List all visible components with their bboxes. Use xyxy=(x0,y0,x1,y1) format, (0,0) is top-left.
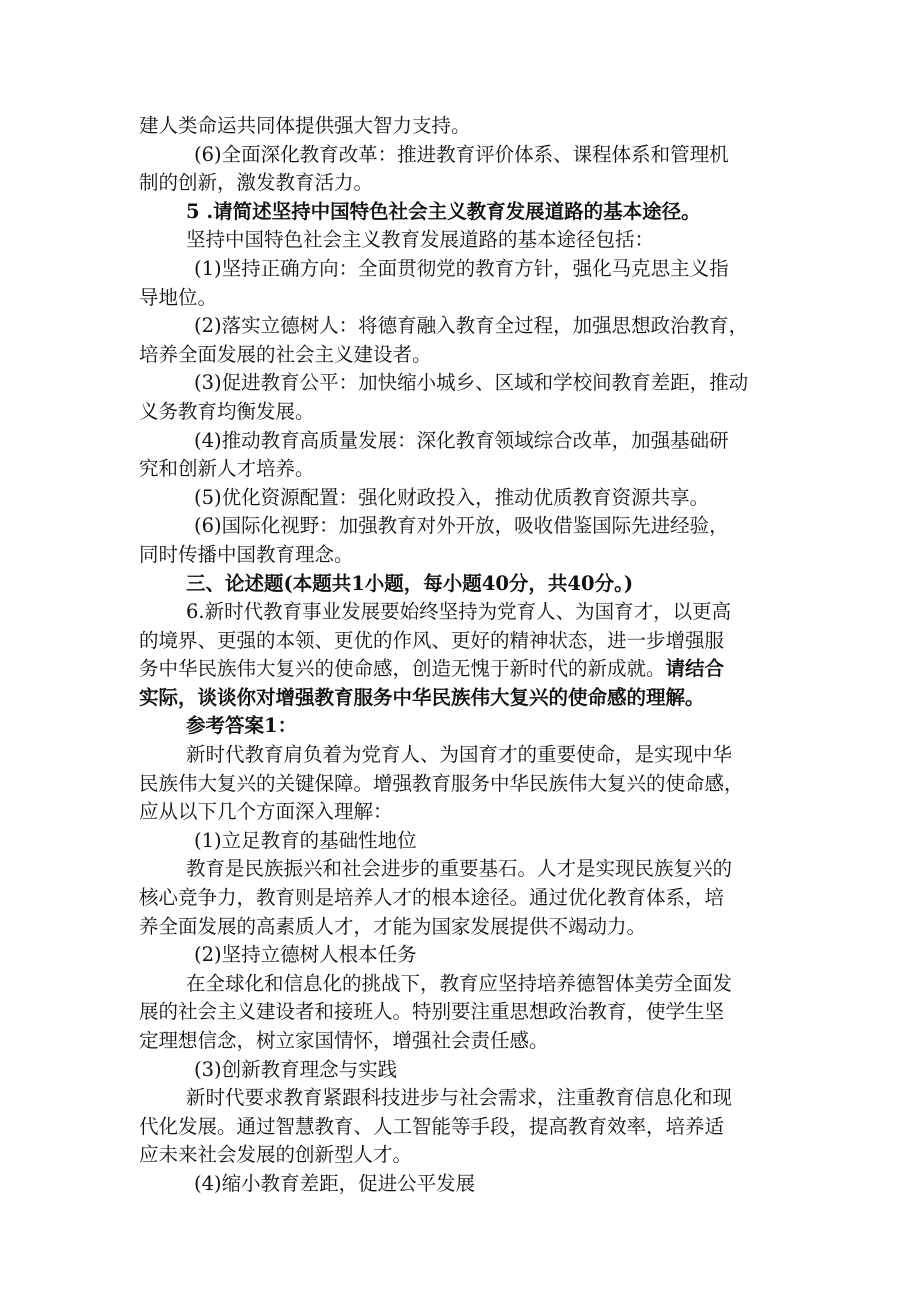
text-line xyxy=(139,541,789,570)
text-line-content: (6)国际化视野：加强教育对外开放，吸收借鉴国际先进经验， xyxy=(194,514,729,538)
text-line xyxy=(139,1084,789,1113)
text-line xyxy=(139,570,789,599)
text-line-content: 义务教育均衡发展。 xyxy=(139,399,315,423)
text-line xyxy=(139,1056,789,1085)
text-line xyxy=(139,741,789,770)
text-line-content: 建人类命运共同体提供强大智力支持。 xyxy=(139,114,471,137)
text-line-content: 务中华民族伟大复兴的使命感，创造无愧于新时代的新成就。 xyxy=(139,657,666,681)
text-line-content: 同时传播中国教育理念。 xyxy=(139,542,354,566)
text-line xyxy=(139,255,789,284)
text-line-content: 的境界、更强的本领、更优的作风、更好的精神状态，进一步增强服 xyxy=(139,628,725,652)
text-line-content: 代化发展。通过智慧教育、人工智能等手段，提高教育效率，培养适 xyxy=(139,1114,725,1138)
text-line xyxy=(139,455,789,484)
text-line xyxy=(139,941,789,970)
text-line xyxy=(139,627,789,656)
text-line-content: 新时代要求教育紧跟科技进步与社会需求，注重教育信息化和现 xyxy=(186,1086,733,1110)
text-line-content: (2)落实立德树人：将德育融入教育全过程，加强思想政治教育， xyxy=(194,314,749,338)
text-line-content: 新时代教育肩负着为党育人、为国育才的重要使命，是实现中华 xyxy=(186,743,733,767)
text-line xyxy=(139,427,789,456)
text-line xyxy=(139,284,789,313)
text-line-content: 导地位。 xyxy=(139,285,218,309)
text-line-content: 养全面发展的高素质人才，才能为国家发展提供不竭动力。 xyxy=(139,914,647,938)
text-line-content: 6.新时代教育事业发展要始终坚持为党育人、为国育才，以更高 xyxy=(186,600,732,624)
text-line-content: 坚持中国特色社会主义教育发展道路的基本途径包括： xyxy=(186,228,655,252)
text-line-content: 在全球化和信息化的挑战下，教育应坚持培养德智体美劳全面发 xyxy=(186,971,733,995)
text-line xyxy=(139,312,789,341)
text-line-content: (6)全面深化教育改革：推进教育评价体系、课程体系和管理机 xyxy=(194,142,729,166)
text-line-content: (4)推动教育高质量发展：深化教育领域综合改革，加强基础研 xyxy=(194,428,729,452)
text-line xyxy=(139,1141,789,1170)
text-line xyxy=(139,913,789,942)
text-line xyxy=(139,369,789,398)
text-line xyxy=(139,341,789,370)
text-line xyxy=(139,512,789,541)
text-line xyxy=(139,970,789,999)
text-line-content: 5 .请简述坚持中国特色社会主义教育发展道路的基本途径。 xyxy=(186,199,701,223)
document-body xyxy=(139,112,789,1199)
text-line xyxy=(139,884,789,913)
text-line-content: 定理想信念，树立家国情怀，增强社会责任感。 xyxy=(139,1029,549,1052)
text-line xyxy=(139,398,789,427)
text-line-content: (3)促进教育公平：加快缩小城乡、区域和学校间教育差距，推动 xyxy=(194,371,749,395)
text-line xyxy=(139,141,789,170)
text-line-content: (1)坚持正确方向：全面贯彻党的教育方针，强化马克思主义指 xyxy=(194,256,729,280)
text-line xyxy=(139,598,789,627)
text-line-content: 究和创新人才培养。 xyxy=(139,457,315,481)
text-line-content: 实际，谈谈你对增强教育服务中华民族伟大复兴的使命感的理解。 xyxy=(139,685,705,709)
text-line xyxy=(139,684,789,713)
text-line-content: 应从以下几个方面深入理解： xyxy=(139,800,393,824)
text-line xyxy=(139,855,789,884)
text-line xyxy=(139,712,789,741)
text-line xyxy=(139,226,789,255)
text-line-content: (2)坚持立德树人根本任务 xyxy=(194,943,417,967)
text-line xyxy=(139,655,789,684)
text-line-content: 培养全面发展的社会主义建设者。 xyxy=(139,342,432,366)
text-line-content: 教育是民族振兴和社会进步的重要基石。人才是实现民族复兴的 xyxy=(186,857,733,881)
text-line-content: 展的社会主义建设者和接班人。特别要注重思想政治教育，使学生坚 xyxy=(139,1000,725,1024)
text-line-content: (5)优化资源配置：强化财政投入，推动优质教育资源共享。 xyxy=(194,485,710,509)
text-line xyxy=(139,1027,789,1056)
text-line xyxy=(139,998,789,1027)
text-line-content: 三、论述题(本题共1小题，每小题40分，共40分。) xyxy=(186,571,634,595)
text-line xyxy=(139,770,789,799)
text-line-content: (4)缩小教育差距，促进公平发展 xyxy=(194,1171,476,1195)
text-line-content: 制的创新，激发教育活力。 xyxy=(139,171,374,195)
text-line-bold-tail: 请结合 xyxy=(665,657,725,681)
text-line-content: 参考答案1： xyxy=(186,714,298,738)
text-line-content: 核心竞争力，教育则是培养人才的根本途径。通过优化教育体系，培 xyxy=(139,886,725,910)
text-line-content: (3)创新教育理念与实践 xyxy=(194,1057,398,1081)
text-line xyxy=(139,1113,789,1142)
text-line xyxy=(139,798,789,827)
text-line xyxy=(139,827,789,856)
text-line xyxy=(139,1170,789,1199)
text-line xyxy=(139,198,789,227)
text-line-content: 应未来社会发展的创新型人才。 xyxy=(139,1143,413,1167)
text-line-content: (1)立足教育的基础性地位 xyxy=(194,828,417,852)
text-line-content: 民族伟大复兴的关键保障。增强教育服务中华民族伟大复兴的使命感， xyxy=(139,771,744,795)
text-line xyxy=(139,484,789,513)
text-line xyxy=(139,169,789,198)
text-line xyxy=(139,112,789,141)
